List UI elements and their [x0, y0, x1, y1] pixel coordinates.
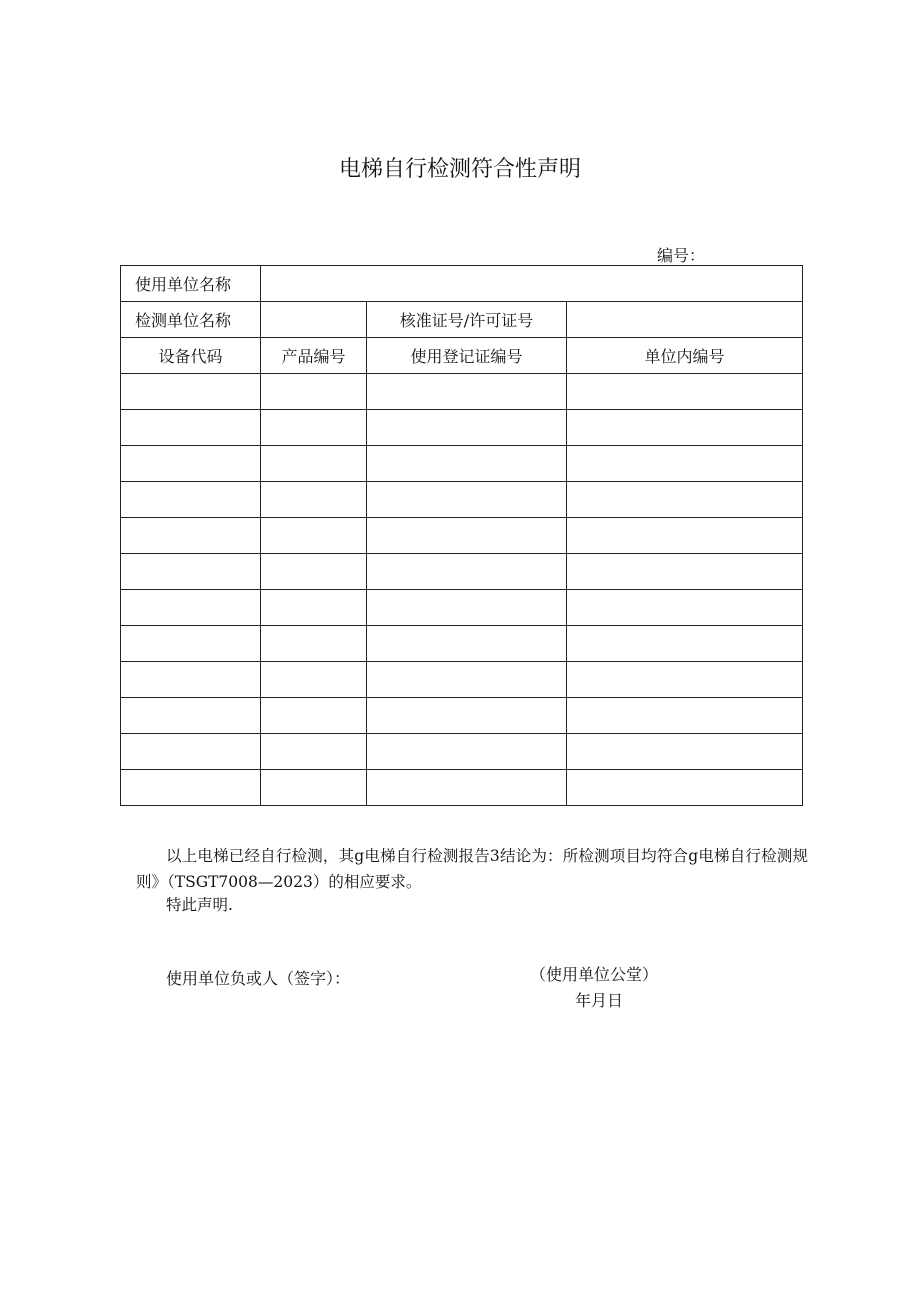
product-number-cell[interactable]: [261, 410, 367, 446]
serial-number-label: 编号：: [657, 246, 706, 265]
header-product-number: 产品编号: [261, 338, 367, 374]
registration-number-cell[interactable]: [367, 734, 567, 770]
device-code-cell[interactable]: [121, 626, 261, 662]
inspect-unit-label: 检测单位名称: [121, 302, 261, 338]
registration-number-cell[interactable]: [367, 626, 567, 662]
product-number-cell[interactable]: [261, 770, 367, 806]
device-code-cell[interactable]: [121, 518, 261, 554]
product-number-cell[interactable]: [261, 626, 367, 662]
internal-number-cell[interactable]: [567, 734, 803, 770]
registration-number-cell[interactable]: [367, 698, 567, 734]
registration-number-cell[interactable]: [367, 770, 567, 806]
elevator-table: [120, 265, 803, 806]
product-number-cell[interactable]: [261, 446, 367, 482]
seal-label: （使用单位公堂）: [530, 965, 659, 984]
table-row: [121, 554, 803, 590]
product-number-cell[interactable]: [261, 662, 367, 698]
table-row: [121, 374, 803, 410]
statement-paragraph: 以上电梯已经自行检测，其g电梯自行检测报告3结论为：所检测项目均符合g电梯自行检测规则》（TSGT7008—2023）的相应要求。: [136, 847, 808, 891]
registration-number-cell[interactable]: [367, 482, 567, 518]
registration-number-cell[interactable]: [367, 662, 567, 698]
registration-number-cell[interactable]: [367, 518, 567, 554]
device-code-cell[interactable]: [121, 662, 261, 698]
header-device-code: 设备代码: [121, 338, 261, 374]
registration-number-cell[interactable]: [367, 590, 567, 626]
table-row: [121, 446, 803, 482]
date-label: 年月日: [575, 991, 624, 1010]
statement-closing: 特此声明.: [166, 896, 233, 914]
device-code-cell[interactable]: [121, 410, 261, 446]
product-number-cell[interactable]: [261, 518, 367, 554]
internal-number-cell[interactable]: [567, 626, 803, 662]
registration-number-cell[interactable]: [367, 374, 567, 410]
table-row: [121, 482, 803, 518]
table-row: [121, 518, 803, 554]
signer-label: 使用单位负或人（签字）：: [166, 969, 351, 988]
table-row: [121, 662, 803, 698]
table-row: [121, 770, 803, 806]
table-row: [121, 626, 803, 662]
license-label: 核准证号/许可证号: [367, 302, 567, 338]
internal-number-cell[interactable]: [567, 446, 803, 482]
device-code-cell[interactable]: [121, 554, 261, 590]
document-title: 电梯自行检测符合性声明: [338, 157, 581, 182]
device-code-cell[interactable]: [121, 734, 261, 770]
device-code-cell[interactable]: [121, 482, 261, 518]
internal-number-cell[interactable]: [567, 518, 803, 554]
product-number-cell[interactable]: [261, 590, 367, 626]
internal-number-cell[interactable]: [567, 770, 803, 806]
inspect-unit-row: [121, 302, 803, 338]
product-number-cell[interactable]: [261, 374, 367, 410]
user-unit-row: [121, 266, 803, 302]
user-unit-field[interactable]: [261, 266, 803, 302]
header-row: [121, 338, 803, 374]
table-row: [121, 590, 803, 626]
header-internal-number: 单位内编号: [567, 338, 803, 374]
registration-number-cell[interactable]: [367, 446, 567, 482]
header-registration-number: 使用登记证编号: [367, 338, 567, 374]
internal-number-cell[interactable]: [567, 410, 803, 446]
internal-number-cell[interactable]: [567, 698, 803, 734]
internal-number-cell[interactable]: [567, 374, 803, 410]
internal-number-cell[interactable]: [567, 590, 803, 626]
device-code-cell[interactable]: [121, 770, 261, 806]
internal-number-cell[interactable]: [567, 554, 803, 590]
table-row: [121, 698, 803, 734]
registration-number-cell[interactable]: [367, 554, 567, 590]
table-row: [121, 734, 803, 770]
internal-number-cell[interactable]: [567, 482, 803, 518]
product-number-cell[interactable]: [261, 482, 367, 518]
product-number-cell[interactable]: [261, 734, 367, 770]
user-unit-label: 使用单位名称: [121, 266, 261, 302]
product-number-cell[interactable]: [261, 698, 367, 734]
device-code-cell[interactable]: [121, 446, 261, 482]
device-code-cell[interactable]: [121, 698, 261, 734]
device-code-cell[interactable]: [121, 590, 261, 626]
product-number-cell[interactable]: [261, 554, 367, 590]
table-row: [121, 410, 803, 446]
device-code-cell[interactable]: [121, 374, 261, 410]
internal-number-cell[interactable]: [567, 662, 803, 698]
registration-number-cell[interactable]: [367, 410, 567, 446]
license-field[interactable]: [567, 302, 803, 338]
inspect-unit-field[interactable]: [261, 302, 367, 338]
